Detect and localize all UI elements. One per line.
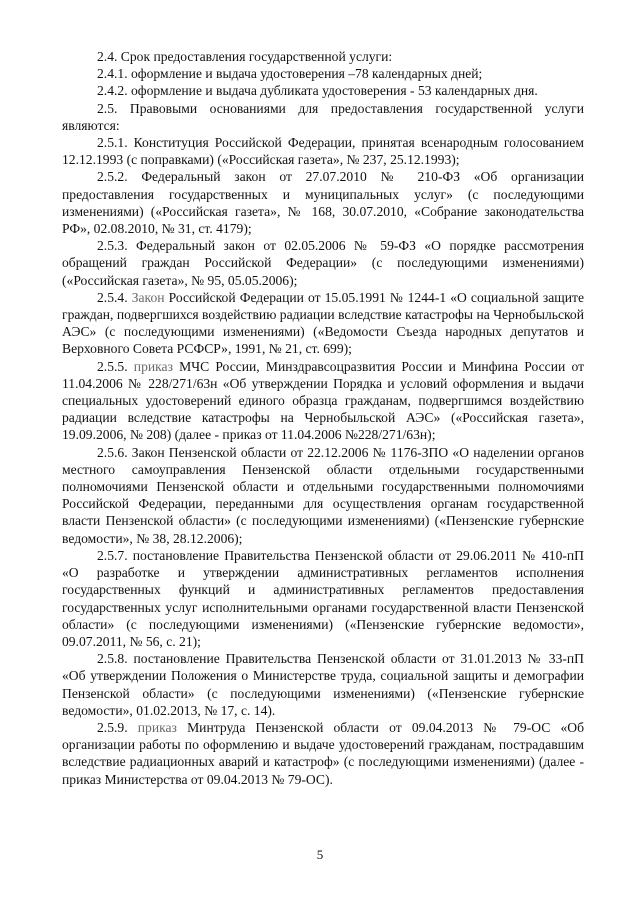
paragraph-text: 2.5. Правовыми основаниями для предоставления государственной услуги являются: xyxy=(62,100,584,133)
paragraph-text: 2.5.9. xyxy=(97,719,138,735)
paragraph-text: 2.4.1. оформление и выдача удостоверения –78 календарных дней; xyxy=(97,66,483,82)
paragraph-text: Российской Федерации от 15.05.1991 № 1244-1 «О социальной защите граждан, подвергшихся воздействию радиации вследствие катастрофы на Чернобыльской АЭС» (с последующими изменениями) («Ведомости Съезда народных депутатов и Верховного Совета РСФСР», 1991, № 21, ст. 699); xyxy=(62,289,585,357)
paragraph-text: 2.5.6. Закон Пензенской области от 22.12.2006 № 1176-ЗПО «О наделении органов местного самоуправления Пензенской области отдельными государственными полномочиями Пензенской области и отдельными государственными полномочиями Российской Федерации, переданными для осуществления органам государственной власти Пензенской области» (с последующими изменениями) («Пензенские губернские ведомости», № 38, 28.12.2006); xyxy=(62,444,584,546)
paragraph-text: 2.5.4. xyxy=(97,289,132,305)
paragraph-2-5-3 xyxy=(62,237,584,289)
paragraph-text: 2.5.5. xyxy=(97,358,134,374)
paragraph-text: 2.5.1. Конституция Российской Федерации, принятая всенародным голосованием 12.12.1993 (с поправками) («Российская газета», № 237, 25.12.1993); xyxy=(62,135,584,168)
paragraph-text: 2.5.2. Федеральный закон от 27.07.2010 № 210-ФЗ «Об организации предоставления государственных и муниципальных услуг» (с последующими изменениями) («Российская газета», № 168, 30.07.2010, «Собрание законодательства РФ», 02.08.2010, № 31, ст. 4179); xyxy=(62,169,584,237)
paragraph-2-5-1 xyxy=(62,134,584,168)
paragraph-2-5-2 xyxy=(62,168,584,237)
page-number: 5 xyxy=(316,847,324,862)
paragraph-2-5-8 xyxy=(62,650,584,719)
reference-link[interactable]: приказ xyxy=(137,719,177,735)
paragraph-2-4 xyxy=(62,48,584,65)
paragraph-text: 2.5.7. постановление Правительства Пензенской области от 29.06.2011 № 410-пП «О разработке и утверждении административных регламентов исполнения государственных функций и административных регламентов предоставления государственных услуг исполнительными органами государственной власти Пензенской области» (с последующими изменениями) («Пензенские губернские ведомости», 09.07.2011, № 56, с. 21); xyxy=(62,547,584,649)
paragraph-text: Минтруда Пензенской области от 09.04.2013 № 79-ОС «Об организации работы по оформлению и выдаче удостоверений гражданам, пострадавшим вследствие радиационных аварий и катастроф» (с последующими изменениями) (далее - приказ Министерства от 09.04.2013 № 79-ОС). xyxy=(62,719,584,787)
paragraph-text: 2.5.8. постановление Правительства Пензенской области от 31.01.2013 № 33-пП «Об утверждении Положения о Министерстве труда, социальной защиты и демографии Пензенской области» (с последующими изменениями) («Пензенские губернские ведомости», 01.02.2013, № 17, с. 14). xyxy=(62,651,584,718)
reference-link[interactable]: приказ xyxy=(133,358,173,374)
paragraph-2-5-7 xyxy=(62,547,584,650)
paragraph-text: 2.4.2. оформление и выдача дубликата удостоверения - 53 календарных дня. xyxy=(97,83,538,99)
paragraph-text: 2.5.3. Федеральный закон от 02.05.2006 № 59-ФЗ «О порядке рассмотрения обращений граждан Российской Федерации» (с последующими изменениями) («Российская газета», № 95, 05.05.2006); xyxy=(62,238,584,288)
paragraph-text: МЧС России, Минздравсоцразвития России и Минфина России от 11.04.2006 № 228/271/63н «Об утверждении Порядка и условий оформления и выдачи специальных удостоверений единого образца гражданам, подвергшимся воздействию радиации вследствие катастрофы на Чернобыльской АЭС» («Российская газета», 19.09.2006, № 208) (далее - приказ от 11.04.2006 №228/271/63н); xyxy=(62,358,585,443)
paragraph-2-4-1 xyxy=(62,65,584,82)
paragraph-2-4-2 xyxy=(62,82,584,99)
paragraph-2-5-5 xyxy=(62,358,584,444)
paragraph-2-5-6 xyxy=(62,444,584,547)
paragraph-2-5-4 xyxy=(62,289,584,358)
paragraph-2-5 xyxy=(62,100,584,134)
reference-link[interactable]: Закон xyxy=(131,289,165,305)
document-page xyxy=(62,48,584,788)
paragraph-text: 2.4. Срок предоставления государственной услуги: xyxy=(97,49,393,64)
paragraph-2-5-9 xyxy=(62,719,584,788)
